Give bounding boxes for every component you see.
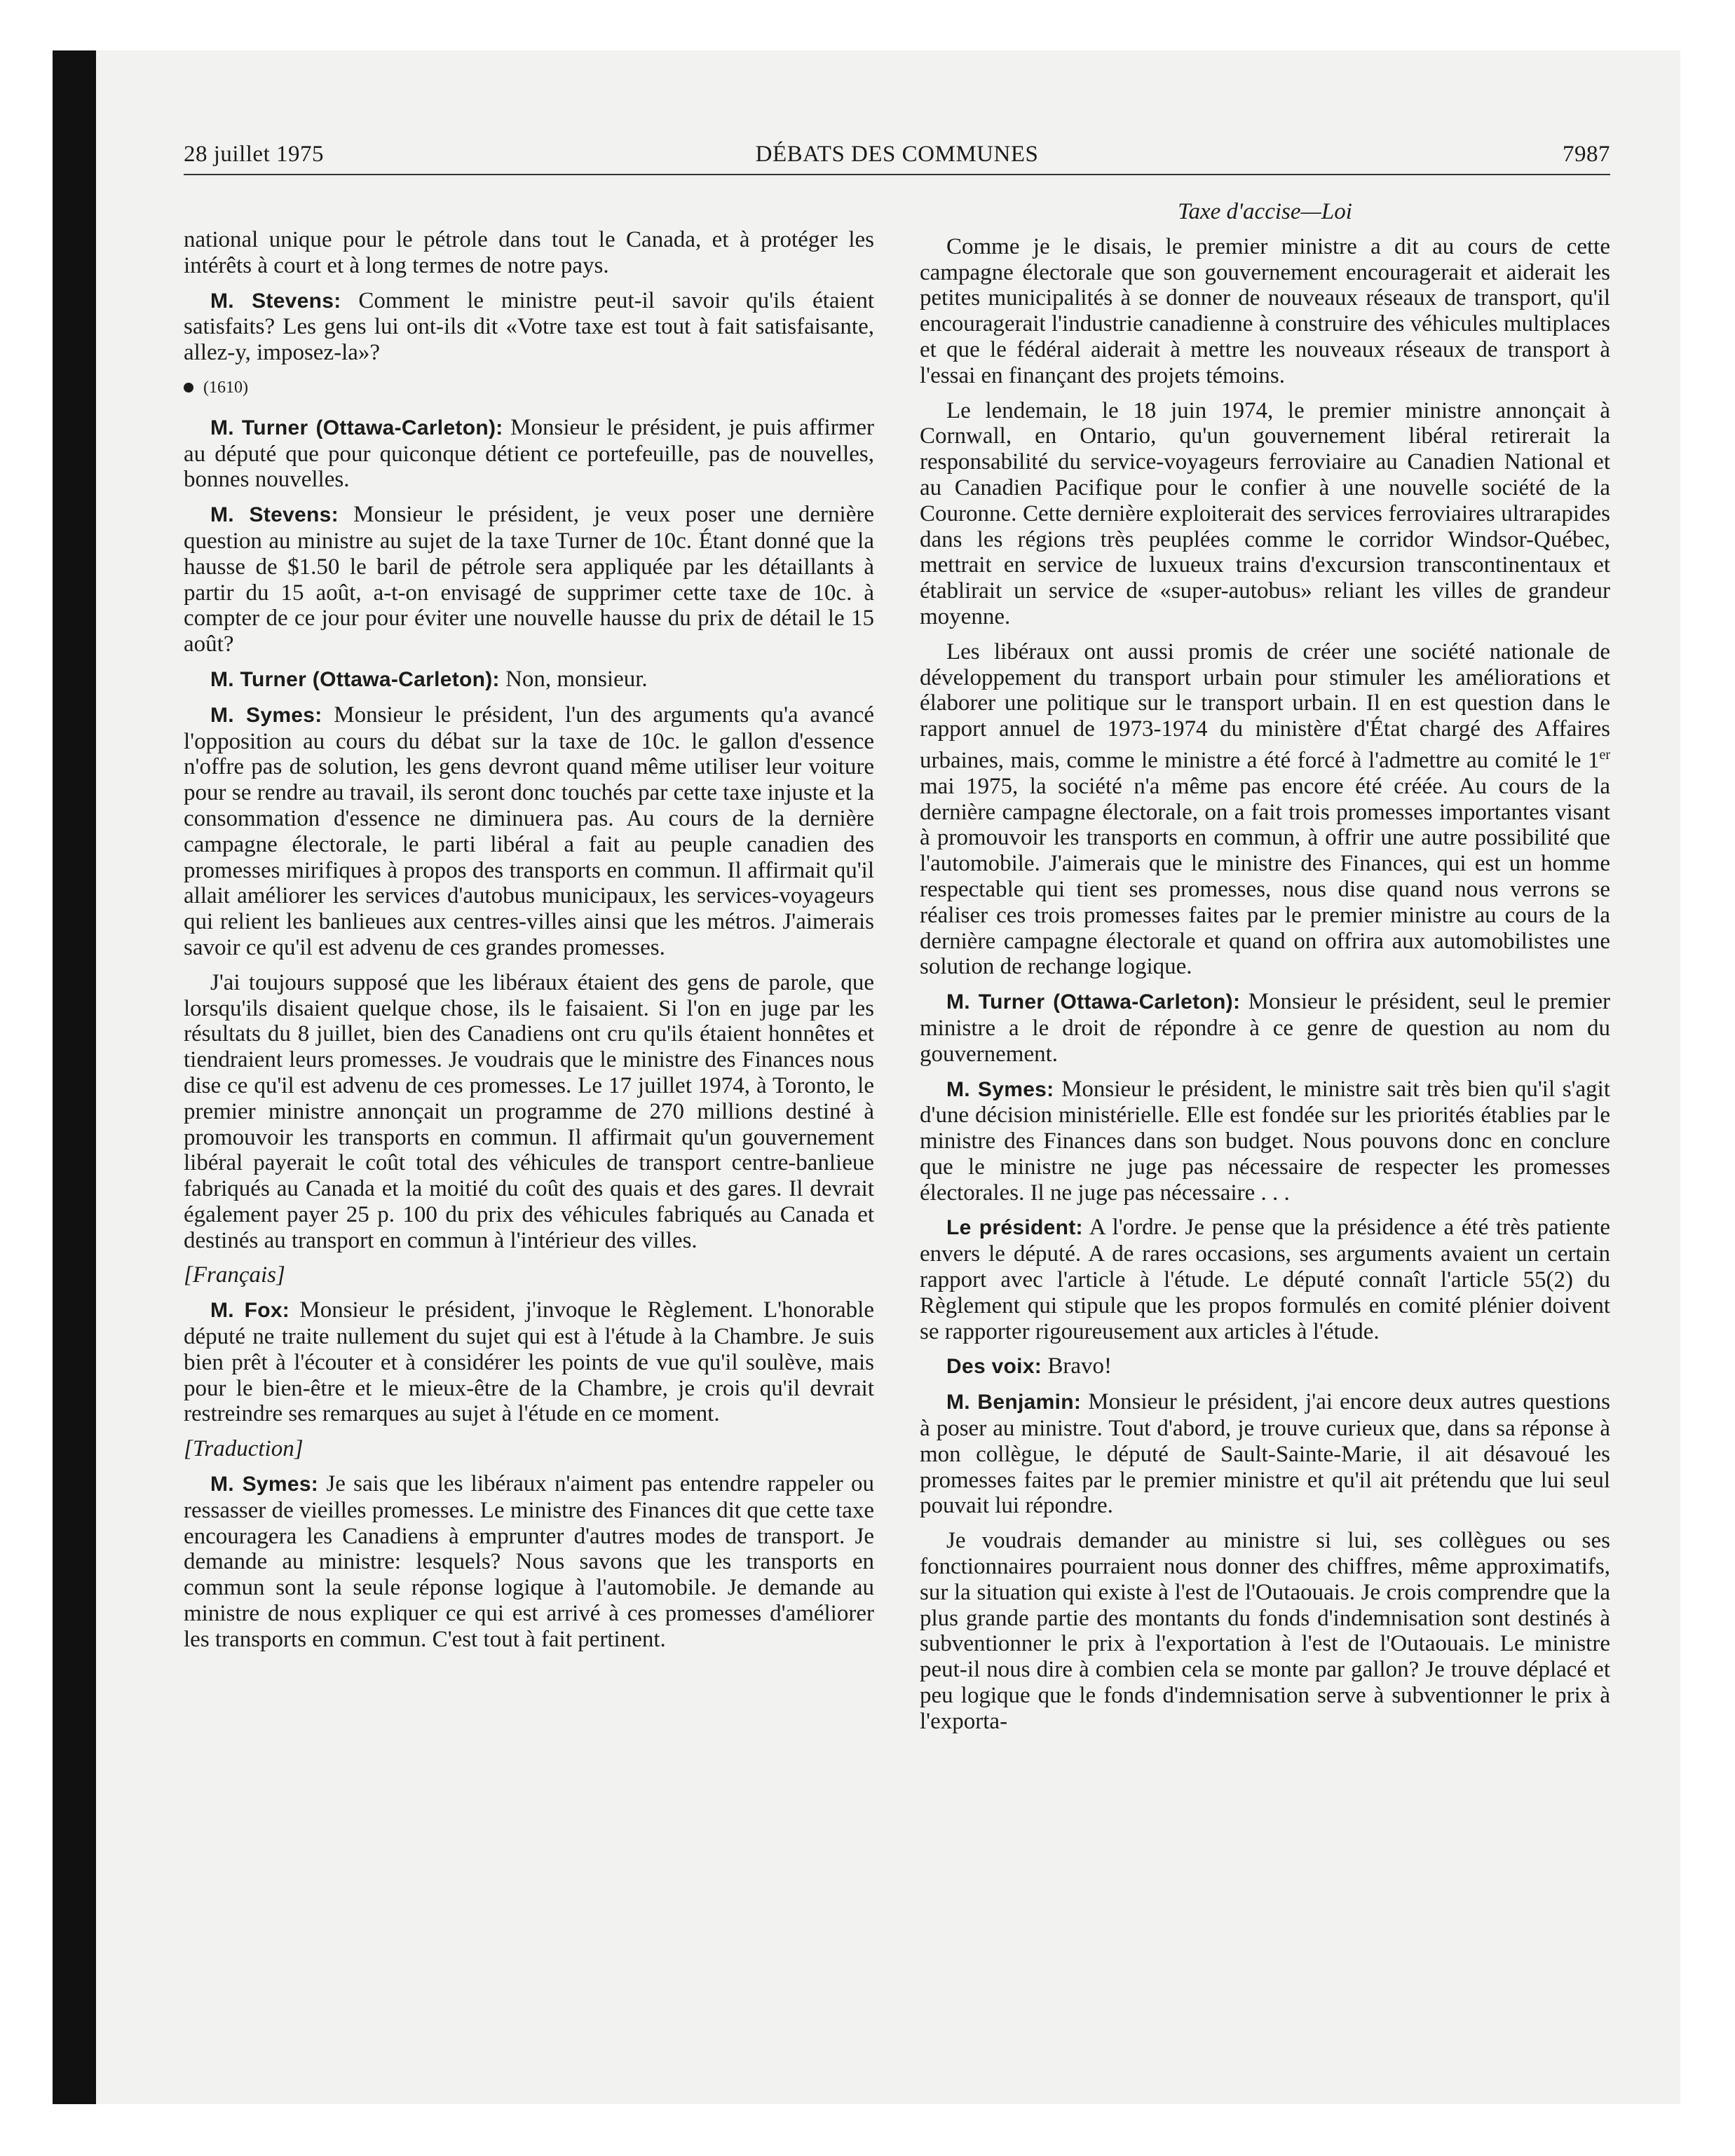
speech-text: Non, monsieur. [499,666,648,692]
bullet-icon [184,383,193,393]
paragraph [920,639,1610,980]
speech [920,1389,1610,1519]
speech-text: Monsieur le président, le ministre sait très bien qu'il s'agit d'une décision ministérielle. Elle est fondée sur les priorités établies par le ministre des Finances dans son budget. Nous pouvons donc en conclure que le ministre ne juge pas nécessaire de respecter les promesses électorales. Il ne juge pas nécessaire . . . [920,1076,1611,1206]
right-column [920,199,1610,1744]
speaker-name: M. Turner (Ottawa-Carleton): [210,667,500,691]
paragraph: Comme je le disais, le premier ministre a dit au cours de cette campagne électorale que son gouvernement encouragerait et aiderait les petites municipalités à se donner de nouveaux réseaux de transport, qu'il encouragerait l'industrie canadienne à construire des véhicules multiplaces et que le fédéral aiderait à mettre les nouveaux réseaux de transport à l'essai en finançant des projets témoins. [920,233,1610,388]
speaker-name: M. Benjamin: [946,1391,1082,1414]
speech [184,415,874,493]
speech [184,702,874,961]
speech [184,502,874,657]
speech [184,288,874,366]
page-number: 7987 [1563,142,1610,167]
language-note: [Français] [184,1262,285,1288]
header-date: 28 juillet 1975 [184,142,324,167]
speaker-name: M. Symes: [946,1077,1054,1101]
header-title: DÉBATS DES COMMUNES [755,142,1039,167]
speech [184,667,874,693]
page-header [184,137,1610,175]
section-subheading: Taxe d'accise—Loi [1178,199,1352,224]
speech-text: Monsieur le président, je puis affirmer au député que pour quiconque détient ce portefeuille, pas de nouvelles, bonnes nouvelles. [184,414,874,493]
paragraph: J'ai toujours supposé que les libéraux étaient des gens de parole, que lorsqu'ils disaient quelque chose, ils le faisaient. Si l'on en juge par les résultats du 8 juillet, bien des Canadiens ont cru qu'ils étaient honnêtes et tiendraient leurs promesses. Je voudrais que le ministre des Finances nous dise ce qu'il est advenu de ces promesses. Le 17 juillet 1974, à Toronto, le premier ministre annonçait un programme de 270 millions destiné à promouvoir les transports en commun. Il affirmait qu'un gouvernement libéral payerait le coût total des véhicules de transport centre-banlieue fabriqués au Canada et la moitié du coût des quais et des gares. Il devrait également payer 25 p. 100 du prix des véhicules fabriqués au Canada et destinés au transport en commun à l'intérieur des villes. [184,969,874,1253]
paragraph: Le lendemain, le 18 juin 1974, le premier ministre annonçait à Cornwall, en Ontario, qu'un gouvernement libéral retirerait la responsabilité du service-voyageurs ferroviaire au Canadien National et au Canadien Pacifique pour le confier à une nouvelle société de la Couronne. Cette dernière exploiterait des services ferroviaires ultrarapides dans les régions très peuplées comme le corridor Windsor-Québec, mettrait en service de luxueux trains d'excursion transcontinentaux et établirait un service de «super-autobus» reliant les villes de grandeur moyenne. [920,397,1610,629]
speech-text: A l'ordre. Je pense que la présidence a été très patiente envers le député. A de rares occasions, ses arguments avaient un certain rapport avec l'article à l'étude. Le député connaît l'article 55(2) du Règlement qui stipule que les propos formulés en comité plénier doivent se rapporter rigoureusement aux articles à l'étude. [920,1215,1611,1344]
speech [184,1297,874,1427]
speech-text: Monsieur le président, seul le premier ministre a le droit de répondre à ce genre de question au nom du gouvernement. [920,989,1610,1067]
speech [184,1471,874,1653]
speech-text: Bravo! [1042,1353,1112,1379]
speech-text: Je sais que les libéraux n'aiment pas entendre rappeler ou ressasser de vieilles promesses. Le ministre des Finances dit que cette taxe encouragera les Canadiens à emprunter d'autres modes de transport. Je demande au ministre: lesquels? Nous savons que les transports en commun sont la seule réponse logique à l'automobile. Je demande au ministre de nous expliquer ce qui est arrivé à ces promesses d'améliorer les transports en commun. C'est tout à fait pertinent. [184,1471,875,1652]
speech [920,1353,1610,1380]
speech [920,1077,1610,1206]
speech [920,1215,1610,1344]
paragraph: national unique pour le pétrole dans tout le Canada, et à protéger les intérêts à court et à long termes de notre pays. [184,227,874,278]
left-column [184,227,874,1662]
speech-text: Monsieur le président, l'un des arguments qu'a avancé l'opposition au cours du débat sur la taxe de 10c. le gallon d'essence n'offre pas de solution, les gens devront quand même utiliser leur voiture pour se rendre au travail, ils seront donc touchés par cette taxe injuste et la consommation d'essence ne diminuera pas. Au cours de la dernière campagne électorale, le parti libéral a fait au peuple canadien des promesses mirifiques à propos des transports en commun. Il affirmait qu'il allait améliorer les services d'autobus municipaux, les services-voyageurs qui relient les banlieues aux centres-villes ainsi que les métros. J'aimerais savoir ce qu'il est advenu de ces grandes promesses. [184,702,874,960]
speech-text: Monsieur le président, j'invoque le Règlement. L'honorable député ne traite nullement du sujet qui est à l'étude à la Chambre. Je suis bien prêt à l'écouter et à considérer les points de vue qu'il soulève, mais pour le bien-être et le mieux-être de la Chambre, je crois qu'il devrait restreindre ses remarques au sujet à l'étude en ce moment. [184,1297,874,1427]
speaker-name: M. Symes: [210,1473,319,1496]
scan-edge-bar [53,50,96,2104]
paragraph-text: mai 1975, la société n'a même pas encore été créée. Au cours de la dernière campagne électorale, on a fait trois promesses importantes visant à promouvoir les transports en commun, à offrir une autre possibilité que l'automobile. J'aimerais que le ministre des Finances, qui est un homme respectable qui tient ses promesses, nous dise quand nous verrons se réaliser ces trois promesses faites par le premier ministre au cours de la dernière campagne électorale et quand on offrira aux automobilistes une solution de rechange logique. [920,773,1610,980]
time-marker-text: (1610) [203,378,248,397]
speaker-name: M. Stevens: [210,503,339,527]
language-note: [Traduction] [184,1436,304,1462]
paragraph-text: Les libéraux ont aussi promis de créer une société nationale de développement du transport urbain pour stimuler les améliorations et élaborer une politique sur le transport urbain. Il en est question dans le rapport annuel de 1973-1974 du ministère d'État chargé des Affaires urbaines, mais, comme le ministre a été forcé à l'admettre au comité le 1 [920,639,1610,773]
speech-text: Monsieur le président, je veux poser une dernière question au ministre au sujet de la taxe Turner de 10c. Étant donné que la hausse de $1.50 le baril de pétrole sera appliquée par les détaillants à partir du 15 août, a-t-on envisagé de supprimer cette taxe de 10c. à compter de ce jour pour éviter une nouvelle hausse du prix de détail le 15 août? [184,502,874,657]
speaker-name: M. Stevens: [210,289,341,313]
speaker-name: Des voix: [946,1355,1042,1379]
speech-text: Comment le ministre peut-il savoir qu'ils étaient satisfaits? Les gens lui ont-ils dit «Votre taxe est tout à fait satisfaisante, allez-y, imposez-la»? [184,287,874,366]
time-marker [184,375,874,401]
speaker-name: M. Fox: [210,1299,290,1323]
speech [920,989,1610,1067]
paragraph: Je voudrais demander au ministre si lui, ses collègues ou ses fonctionnaires pourraient nous donner des chiffres, même approximatifs, sur la situation qui existe à l'est de l'Outaouais. Je crois comprendre que la plus grande partie des montants du fonds d'indemnisation sont destinés à subventionner le prix à l'exportation à l'est de l'Outaouais. Le ministre peut-il nous dire à combien cela se monte par gallon? Je trouve déplacé et peu logique que le fonds d'indemnisation serve à subventionner le prix à l'exporta- [920,1528,1610,1734]
speaker-name: Le président: [946,1216,1083,1240]
speaker-name: M. Symes: [210,703,322,727]
speaker-name: M. Turner (Ottawa-Carleton): [946,990,1241,1014]
speech-text: Monsieur le président, j'ai encore deux autres questions à poser au ministre. Tout d'abord, je trouve curieux que, dans sa réponse à mon collègue, le député de Sault-Sainte-Marie, il ait désavoué les promesses faites par le premier ministre et qu'il ait prétendu que lui seul pouvait lui répondre. [920,1389,1610,1519]
ordinal-superscript: er [1599,746,1610,763]
speaker-name: M. Turner (Ottawa-Carleton): [210,416,503,439]
